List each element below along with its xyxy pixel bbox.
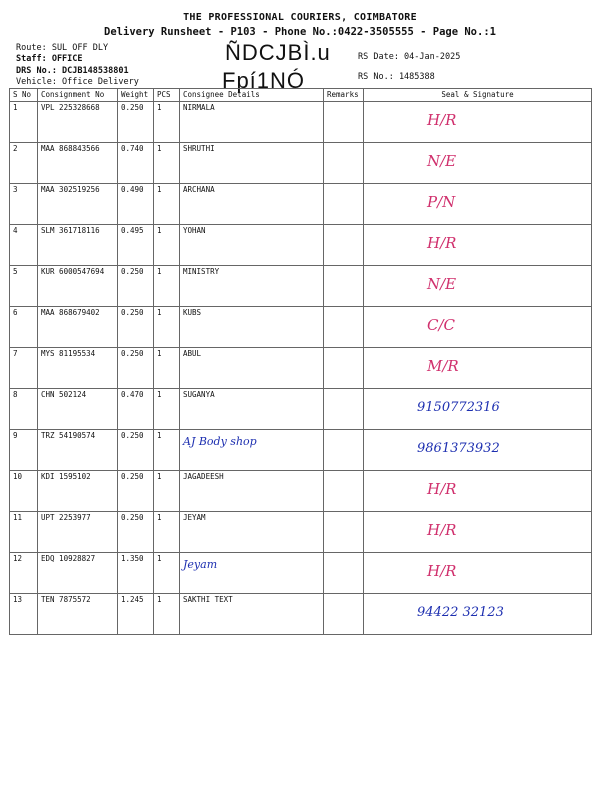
cell-pcs: 1 — [154, 102, 180, 143]
cell-weight: 1.245 — [118, 594, 154, 635]
staff-label: Staff: OFFICE — [16, 54, 83, 64]
cell-sno: 13 — [10, 594, 38, 635]
table-row — [10, 471, 592, 512]
cell-signature — [364, 389, 592, 430]
delivery-status-mark: M/R — [427, 357, 459, 375]
cell-sno: 2 — [10, 143, 38, 184]
cell-pcs: 1 — [154, 512, 180, 553]
cell-signature — [364, 471, 592, 512]
cell-sno: 9 — [10, 430, 38, 471]
cell-weight: 0.250 — [118, 512, 154, 553]
cell-weight: 0.495 — [118, 225, 154, 266]
delivery-status-mark: H/R — [427, 480, 457, 498]
cell-consignment: SLM 361718116 — [38, 225, 118, 266]
cell-remarks — [324, 389, 364, 430]
consignee-name: JAGADEESH — [183, 472, 224, 481]
cell-pcs: 1 — [154, 143, 180, 184]
barcode-text-1: ÑDCJBÌ.u — [225, 40, 331, 65]
table-row — [10, 512, 592, 553]
cell-remarks — [324, 512, 364, 553]
cell-consignment: VPL 225328668 — [38, 102, 118, 143]
cell-sno: 4 — [10, 225, 38, 266]
cell-pcs: 1 — [154, 594, 180, 635]
cell-signature — [364, 225, 592, 266]
handwritten-note: AJ Body shop — [183, 435, 257, 448]
cell-consignee — [180, 225, 324, 266]
cell-sno: 11 — [10, 512, 38, 553]
cell-pcs: 1 — [154, 430, 180, 471]
runsheet-table — [9, 88, 592, 635]
cell-consignment: MAA 868679402 — [38, 307, 118, 348]
cell-consignment: KUR 6000547694 — [38, 266, 118, 307]
consignee-name: KUBS — [183, 308, 202, 317]
drs-number: DRS No.: DCJB148538801 — [16, 66, 129, 76]
consignee-name: SHRUTHI — [183, 144, 215, 153]
cell-remarks — [324, 594, 364, 635]
table-row — [10, 266, 592, 307]
col-consignment: Consignment No — [38, 89, 118, 102]
cell-consignment: MAA 302519256 — [38, 184, 118, 225]
cell-weight: 0.470 — [118, 389, 154, 430]
rs-date: RS Date: 04-Jan-2025 — [358, 52, 461, 62]
table-row — [10, 430, 592, 471]
cell-remarks — [324, 225, 364, 266]
cell-signature — [364, 307, 592, 348]
cell-consignee — [180, 594, 324, 635]
consignee-name: NIRMALA — [183, 103, 215, 112]
cell-signature — [364, 102, 592, 143]
cell-consignment: MYS 81195534 — [38, 348, 118, 389]
table-row — [10, 143, 592, 184]
consignee-name: ARCHANA — [183, 185, 215, 194]
cell-remarks — [324, 471, 364, 512]
rs-number: RS No.: 1485388 — [358, 72, 435, 82]
cell-signature — [364, 184, 592, 225]
cell-remarks — [324, 184, 364, 225]
cell-consignee — [180, 512, 324, 553]
barcode-text-2: Fpí1NÓ — [222, 68, 306, 93]
col-signature: Seal & Signature — [364, 89, 592, 102]
cell-pcs: 1 — [154, 553, 180, 594]
cell-signature — [364, 553, 592, 594]
consignee-name: SAKTHI TEXT — [183, 595, 233, 604]
cell-sno: 7 — [10, 348, 38, 389]
cell-consignee — [180, 430, 324, 471]
cell-consignee — [180, 389, 324, 430]
cell-pcs: 1 — [154, 266, 180, 307]
table-row — [10, 553, 592, 594]
cell-weight: 0.490 — [118, 184, 154, 225]
cell-sno: 5 — [10, 266, 38, 307]
col-remarks: Remarks — [324, 89, 364, 102]
cell-sno: 12 — [10, 553, 38, 594]
cell-signature — [364, 430, 592, 471]
cell-remarks — [324, 143, 364, 184]
cell-remarks — [324, 348, 364, 389]
cell-consignment: EDQ 10928827 — [38, 553, 118, 594]
cell-consignment: MAA 868843566 — [38, 143, 118, 184]
cell-remarks — [324, 430, 364, 471]
delivery-status-mark: H/R — [427, 562, 457, 580]
cell-weight: 1.350 — [118, 553, 154, 594]
consignee-name: ABUL — [183, 349, 202, 358]
cell-consignee — [180, 348, 324, 389]
delivery-status-mark: N/E — [427, 152, 457, 170]
cell-remarks — [324, 266, 364, 307]
cell-remarks — [324, 553, 364, 594]
cell-signature — [364, 266, 592, 307]
cell-signature — [364, 594, 592, 635]
cell-consignee — [180, 471, 324, 512]
table-row — [10, 348, 592, 389]
table-row — [10, 184, 592, 225]
cell-consignee — [180, 143, 324, 184]
delivery-status-mark: H/R — [427, 234, 457, 252]
cell-sno: 3 — [10, 184, 38, 225]
cell-consignee — [180, 102, 324, 143]
consignee-name: JEYAM — [183, 513, 206, 522]
cell-remarks — [324, 102, 364, 143]
cell-weight: 0.250 — [118, 471, 154, 512]
cell-pcs: 1 — [154, 348, 180, 389]
table-row — [10, 594, 592, 635]
handwritten-phone: 94422 32123 — [417, 605, 504, 620]
cell-pcs: 1 — [154, 184, 180, 225]
table-row — [10, 225, 592, 266]
delivery-status-mark: N/E — [427, 275, 457, 293]
handwritten-phone: 9150772316 — [417, 400, 500, 415]
vehicle-label: Vehicle: Office Delivery — [16, 77, 139, 87]
cell-weight: 0.250 — [118, 430, 154, 471]
cell-signature — [364, 512, 592, 553]
consignee-name: MINISTRY — [183, 267, 220, 276]
cell-signature — [364, 143, 592, 184]
delivery-status-mark: P/N — [427, 193, 456, 211]
runsheet-title: Delivery Runsheet - P103 - Phone No.:0422-3505555 - Page No.:1 — [104, 26, 496, 38]
col-sno: S No — [10, 89, 38, 102]
consignee-name: SUGANYA — [183, 390, 215, 399]
handwritten-note: Jeyam — [183, 558, 218, 571]
table-row — [10, 307, 592, 348]
col-weight: Weight — [118, 89, 154, 102]
cell-consignee — [180, 266, 324, 307]
consignee-name: YOHAN — [183, 226, 206, 235]
cell-consignee — [180, 184, 324, 225]
cell-weight: 0.740 — [118, 143, 154, 184]
table-row — [10, 102, 592, 143]
cell-consignment: TEN 7875572 — [38, 594, 118, 635]
cell-weight: 0.250 — [118, 348, 154, 389]
cell-consignee — [180, 307, 324, 348]
cell-consignment: TRZ 54190574 — [38, 430, 118, 471]
route-label: Route: SUL OFF DLY — [16, 43, 109, 53]
cell-sno: 10 — [10, 471, 38, 512]
cell-weight: 0.250 — [118, 266, 154, 307]
cell-sno: 1 — [10, 102, 38, 143]
cell-consignee — [180, 553, 324, 594]
cell-pcs: 1 — [154, 307, 180, 348]
delivery-status-mark: H/R — [427, 111, 457, 129]
cell-weight: 0.250 — [118, 307, 154, 348]
cell-consignment: UPT 2253977 — [38, 512, 118, 553]
handwritten-phone: 9861373932 — [417, 441, 500, 456]
cell-sno: 6 — [10, 307, 38, 348]
cell-pcs: 1 — [154, 225, 180, 266]
cell-pcs: 1 — [154, 389, 180, 430]
table-row — [10, 389, 592, 430]
cell-sno: 8 — [10, 389, 38, 430]
delivery-status-mark: H/R — [427, 521, 457, 539]
cell-weight: 0.250 — [118, 102, 154, 143]
cell-pcs: 1 — [154, 471, 180, 512]
table-header-row — [10, 89, 592, 102]
col-consignee: Consignee Details — [180, 89, 324, 102]
delivery-status-mark: C/C — [427, 316, 456, 334]
col-pcs: PCS — [154, 89, 180, 102]
company-name: THE PROFESSIONAL COURIERS, COIMBATORE — [183, 12, 417, 23]
cell-remarks — [324, 307, 364, 348]
cell-consignment: CHN 502124 — [38, 389, 118, 430]
cell-consignment: KDI 1595102 — [38, 471, 118, 512]
cell-signature — [364, 348, 592, 389]
